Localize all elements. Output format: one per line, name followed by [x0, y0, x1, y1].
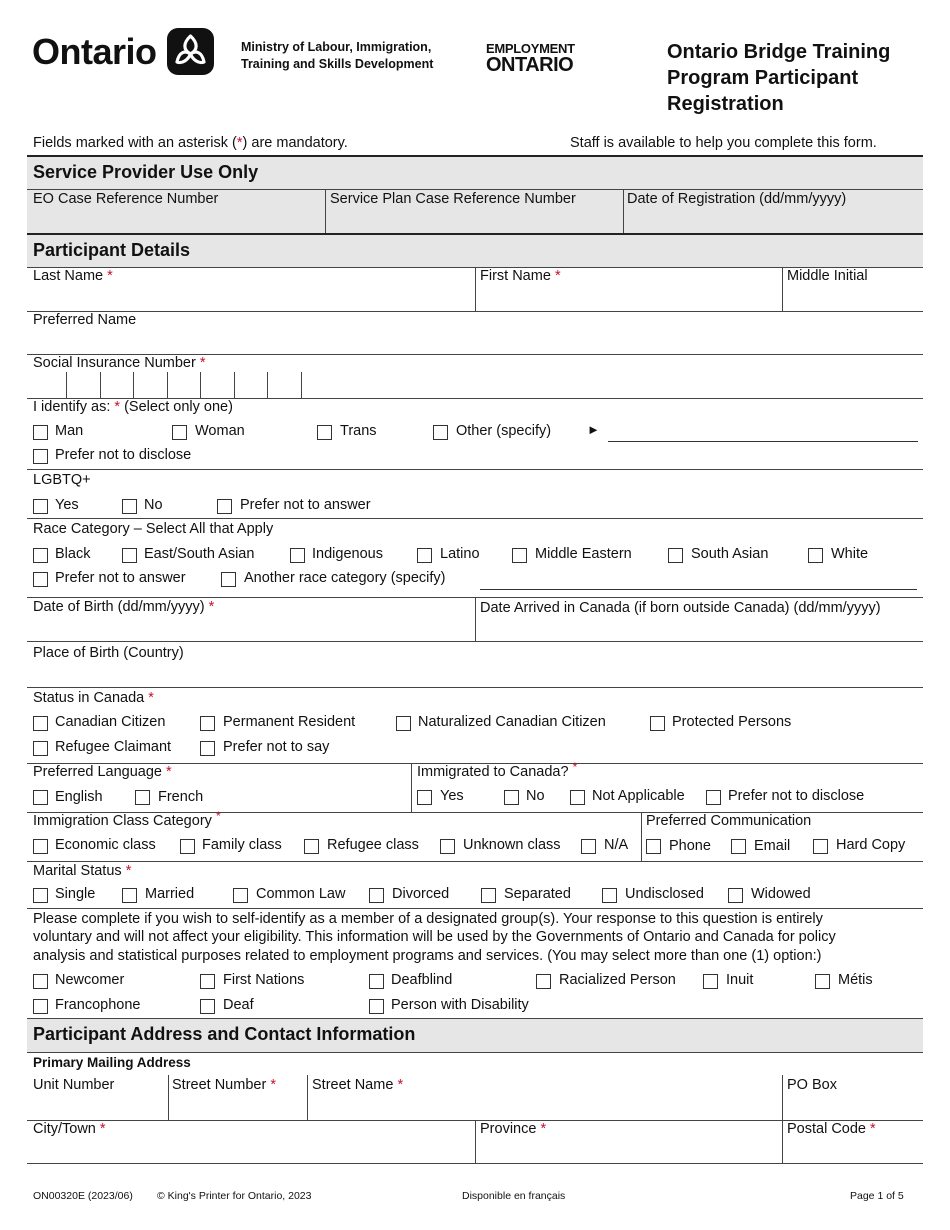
- class-economic-label: Economic class: [55, 837, 156, 853]
- race-another-specify-input[interactable]: [480, 589, 917, 590]
- street-number-input[interactable]: [169, 1096, 306, 1119]
- gender-trans-label: Trans: [340, 423, 377, 439]
- status-citizen-checkbox[interactable]: [33, 716, 48, 731]
- race-east-asian-checkbox[interactable]: [122, 548, 137, 563]
- first-name-label: First Name *: [480, 268, 561, 284]
- group-newcomer-checkbox[interactable]: [33, 974, 48, 989]
- status-naturalized-checkbox[interactable]: [396, 716, 411, 731]
- service-plan-input[interactable]: [326, 209, 622, 232]
- po-box-label: PO Box: [787, 1077, 837, 1093]
- communication-phone-checkbox[interactable]: [646, 839, 661, 854]
- province-input[interactable]: [476, 1140, 781, 1163]
- race-label: Race Category – Select All that Apply: [33, 521, 274, 537]
- immigration-class-label: Immigration Class Category *: [33, 809, 221, 829]
- service-plan-label: Service Plan Case Reference Number: [330, 191, 576, 207]
- language-english-label: English: [55, 789, 103, 805]
- form-title-line-2: Program Participant: [667, 67, 859, 89]
- group-deafblind-checkbox[interactable]: [369, 974, 384, 989]
- ontario-wordmark: Ontario: [32, 31, 157, 72]
- po-box-input[interactable]: [783, 1096, 922, 1119]
- language-label: Preferred Language *: [33, 764, 172, 780]
- participant-details-heading: Participant Details: [33, 240, 191, 260]
- immigrated-yes-checkbox[interactable]: [417, 790, 432, 805]
- communication-email-label: Email: [754, 838, 791, 854]
- group-disability-checkbox[interactable]: [369, 999, 384, 1014]
- status-refugee-label: Refugee Claimant: [55, 739, 172, 755]
- immigrated-na-label: Not Applicable: [592, 788, 685, 804]
- copyright: © King's Printer for Ontario, 2023: [157, 1190, 312, 1202]
- lgbtq-no-label: No: [144, 497, 163, 513]
- header: [0, 0, 950, 125]
- class-na-checkbox[interactable]: [581, 839, 596, 854]
- marital-divorced-checkbox[interactable]: [369, 888, 384, 903]
- marital-separated-checkbox[interactable]: [481, 888, 496, 903]
- communication-email-checkbox[interactable]: [731, 839, 746, 854]
- identify-label: I identify as: * (Select only one): [33, 399, 233, 415]
- race-white-checkbox[interactable]: [808, 548, 823, 563]
- primary-mailing-heading: Primary Mailing Address: [33, 1055, 191, 1070]
- gender-man-label: Man: [55, 423, 84, 439]
- staff-note: Staff is available to help you complete this form.: [570, 135, 877, 151]
- immigrated-yes-label: Yes: [440, 788, 464, 804]
- dob-input[interactable]: [27, 617, 474, 640]
- last-name-label: Last Name *: [33, 268, 113, 284]
- ministry-line-1: Ministry of Labour, Immigration,: [241, 40, 432, 54]
- marital-single-checkbox[interactable]: [33, 888, 48, 903]
- marital-divorced-label: Divorced: [392, 886, 450, 902]
- immigrated-prefer-not-checkbox[interactable]: [706, 790, 721, 805]
- class-unknown-checkbox[interactable]: [440, 839, 455, 854]
- date-registration-label: Date of Registration (dd/mm/yyyy): [627, 191, 847, 207]
- marital-label: Marital Status *: [33, 863, 132, 879]
- race-indigenous-checkbox[interactable]: [290, 548, 305, 563]
- marital-common-law-label: Common Law: [256, 886, 346, 902]
- gender-woman-checkbox[interactable]: [172, 425, 187, 440]
- gender-prefer-not-label: Prefer not to disclose: [55, 447, 192, 463]
- class-refugee-label: Refugee class: [327, 837, 419, 853]
- group-inuit-label: Inuit: [726, 972, 754, 988]
- sin-label: Social Insurance Number *: [33, 355, 206, 371]
- group-first-nations-label: First Nations: [223, 972, 305, 988]
- race-east-asian-label: East/South Asian: [144, 546, 255, 562]
- group-racialized-label: Racialized Person: [559, 972, 676, 988]
- immigrated-label: Immigrated to Canada? *: [417, 760, 578, 780]
- status-label: Status in Canada *: [33, 690, 154, 706]
- marital-common-law-checkbox[interactable]: [233, 888, 248, 903]
- communication-phone-label: Phone: [669, 838, 711, 854]
- date-registration-input[interactable]: [624, 209, 922, 232]
- employment-ontario-logo-line-2: ONTARIO: [486, 54, 574, 76]
- gender-trans-checkbox[interactable]: [317, 425, 332, 440]
- city-input[interactable]: [27, 1140, 474, 1163]
- status-protected-label: Protected Persons: [672, 714, 792, 730]
- class-unknown-label: Unknown class: [463, 837, 561, 853]
- postal-code-input[interactable]: [783, 1140, 922, 1163]
- status-protected-checkbox[interactable]: [650, 716, 665, 731]
- marital-married-checkbox[interactable]: [122, 888, 137, 903]
- immigrated-no-checkbox[interactable]: [504, 790, 519, 805]
- form-id: ON00320E (2023/06): [33, 1190, 133, 1202]
- status-citizen-label: Canadian Citizen: [55, 714, 166, 730]
- language-french-label: French: [158, 789, 204, 805]
- eo-case-input[interactable]: [27, 209, 324, 232]
- preferred-name-label: Preferred Name: [33, 312, 137, 328]
- group-newcomer-label: Newcomer: [55, 972, 125, 988]
- race-prefer-not-label: Prefer not to answer: [55, 570, 186, 586]
- group-metis-checkbox[interactable]: [815, 974, 830, 989]
- gender-other-specify-input[interactable]: [608, 441, 918, 442]
- language-french-checkbox[interactable]: [135, 790, 150, 805]
- eo-case-label: EO Case Reference Number: [33, 191, 219, 207]
- marital-widowed-checkbox[interactable]: [728, 888, 743, 903]
- class-refugee-checkbox[interactable]: [304, 839, 319, 854]
- sin-input[interactable]: [33, 372, 303, 398]
- gender-man-checkbox[interactable]: [33, 425, 48, 440]
- class-na-label: N/A: [604, 837, 629, 853]
- language-english-checkbox[interactable]: [33, 790, 48, 805]
- class-family-checkbox[interactable]: [180, 839, 195, 854]
- employment-ontario-logo-line-1: EMPLOYMENT: [486, 41, 575, 56]
- status-permanent-label: Permanent Resident: [223, 714, 356, 730]
- dob-label: Date of Birth (dd/mm/yyyy) *: [33, 599, 215, 615]
- class-family-label: Family class: [202, 837, 282, 853]
- french-available: Disponible en français: [462, 1190, 566, 1202]
- form-title-line-1: Ontario Bridge Training: [667, 41, 891, 63]
- marital-widowed-label: Widowed: [751, 886, 811, 902]
- gender-woman-label: Woman: [195, 423, 245, 439]
- group-francophone-checkbox[interactable]: [33, 999, 48, 1014]
- marital-undisclosed-label: Undisclosed: [625, 886, 704, 902]
- race-middle-eastern-label: Middle Eastern: [535, 546, 632, 562]
- race-another-label: Another race category (specify): [244, 570, 446, 586]
- status-permanent-checkbox[interactable]: [200, 716, 215, 731]
- communication-label: Preferred Communication: [646, 813, 812, 829]
- communication-hard-copy-checkbox[interactable]: [813, 839, 828, 854]
- last-name-input[interactable]: [27, 287, 474, 310]
- race-middle-eastern-checkbox[interactable]: [512, 548, 527, 563]
- immigrated-prefer-not-label: Prefer not to disclose: [728, 788, 865, 804]
- ministry-line-2: Training and Skills Development: [241, 57, 434, 71]
- lgbtq-no-checkbox[interactable]: [122, 499, 137, 514]
- designated-paragraph-line-3: analysis and statistical purposes related to employment programs and services. (You may select more than one (1) option:): [33, 948, 822, 964]
- group-inuit-checkbox[interactable]: [703, 974, 718, 989]
- unit-number-input[interactable]: [27, 1096, 167, 1119]
- gender-other-label: Other (specify): [456, 423, 552, 439]
- place-birth-label: Place of Birth (Country): [33, 645, 184, 661]
- race-south-asian-label: South Asian: [691, 546, 769, 562]
- date-arrived-label: Date Arrived in Canada (if born outside Canada) (dd/mm/yyyy): [480, 600, 881, 616]
- lgbtq-prefer-not-checkbox[interactable]: [217, 499, 232, 514]
- marital-single-label: Single: [55, 886, 96, 902]
- preferred-name-input[interactable]: [27, 330, 923, 353]
- group-deafblind-label: Deafblind: [391, 972, 453, 988]
- date-arrived-input[interactable]: [476, 617, 922, 640]
- lgbtq-prefer-not-label: Prefer not to answer: [240, 497, 371, 513]
- race-latino-label: Latino: [440, 546, 480, 562]
- place-birth-input[interactable]: [27, 663, 923, 686]
- marital-married-label: Married: [145, 886, 195, 902]
- group-deaf-label: Deaf: [223, 997, 254, 1013]
- status-refugee-checkbox[interactable]: [33, 741, 48, 756]
- race-black-label: Black: [55, 546, 91, 562]
- group-francophone-label: Francophone: [55, 997, 141, 1013]
- trillium-logo-icon: [167, 28, 214, 75]
- communication-hard-copy-label: Hard Copy: [836, 837, 906, 853]
- service-provider-heading: Service Provider Use Only: [33, 162, 259, 182]
- province-label: Province *: [480, 1121, 547, 1137]
- middle-initial-input[interactable]: [783, 287, 922, 310]
- race-prefer-not-checkbox[interactable]: [33, 572, 48, 587]
- designated-paragraph-line-2: voluntary and will not affect your eligibility. This information will be used by the Governments of Ontario and Canada for policy: [33, 929, 836, 945]
- lgbtq-yes-checkbox[interactable]: [33, 499, 48, 514]
- race-indigenous-label: Indigenous: [312, 546, 383, 562]
- race-black-checkbox[interactable]: [33, 548, 48, 563]
- city-label: City/Town *: [33, 1121, 106, 1137]
- group-racialized-checkbox[interactable]: [536, 974, 551, 989]
- marital-undisclosed-checkbox[interactable]: [602, 888, 617, 903]
- group-first-nations-checkbox[interactable]: [200, 974, 215, 989]
- address-heading: Participant Address and Contact Information: [33, 1024, 416, 1044]
- status-prefer-not-checkbox[interactable]: [200, 741, 215, 756]
- group-disability-label: Person with Disability: [391, 997, 529, 1013]
- class-economic-checkbox[interactable]: [33, 839, 48, 854]
- unit-number-label: Unit Number: [33, 1077, 115, 1093]
- lgbtq-label: LGBTQ+: [33, 472, 91, 488]
- designated-paragraph-line-1: Please complete if you wish to self-identify as a member of a designated group(s). Your response to this question is entirely: [33, 911, 823, 927]
- race-white-label: White: [831, 546, 869, 562]
- arrow-right-icon: ►: [587, 422, 600, 437]
- first-name-input[interactable]: [476, 287, 781, 310]
- marital-separated-label: Separated: [504, 886, 571, 902]
- status-prefer-not-label: Prefer not to say: [223, 739, 330, 755]
- immigrated-na-checkbox[interactable]: [570, 790, 585, 805]
- gender-other-checkbox[interactable]: [433, 425, 448, 440]
- lgbtq-yes-label: Yes: [55, 497, 79, 513]
- postal-code-label: Postal Code *: [787, 1121, 876, 1137]
- status-naturalized-label: Naturalized Canadian Citizen: [418, 714, 606, 730]
- gender-prefer-not-checkbox[interactable]: [33, 449, 48, 464]
- group-metis-label: Métis: [838, 972, 873, 988]
- race-south-asian-checkbox[interactable]: [668, 548, 683, 563]
- street-name-label: Street Name *: [312, 1077, 404, 1093]
- race-latino-checkbox[interactable]: [417, 548, 432, 563]
- street-number-label: Street Number *: [172, 1077, 276, 1093]
- immigrated-no-label: No: [526, 788, 545, 804]
- race-another-checkbox[interactable]: [221, 572, 236, 587]
- form-title-line-3: Registration: [667, 93, 784, 115]
- street-name-input[interactable]: [308, 1096, 781, 1119]
- page-number: Page 1 of 5: [850, 1190, 904, 1202]
- mandatory-note: Fields marked with an asterisk (*) are mandatory.: [33, 135, 348, 151]
- group-deaf-checkbox[interactable]: [200, 999, 215, 1014]
- middle-initial-label: Middle Initial: [787, 268, 868, 284]
